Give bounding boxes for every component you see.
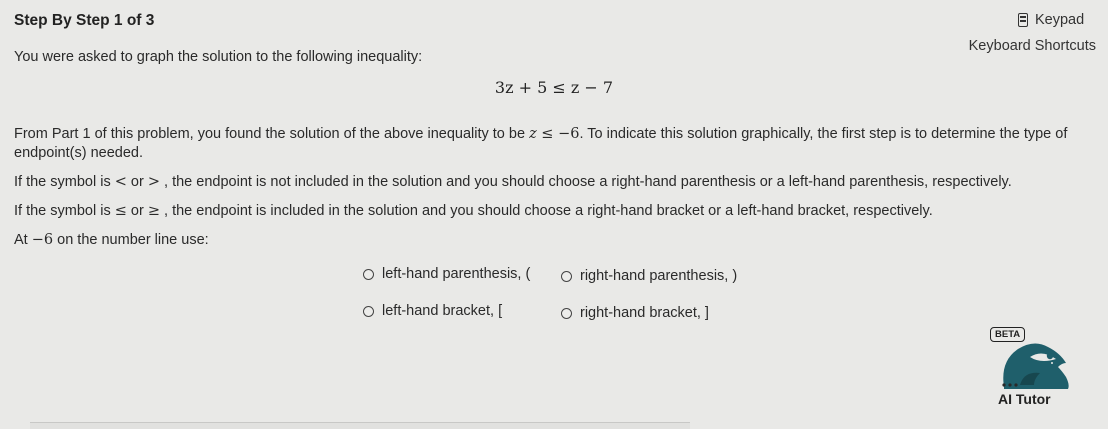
keyboard-shortcuts-link[interactable]: Keyboard Shortcuts [968, 38, 1096, 54]
rule-strict [14, 173, 1084, 192]
rule1-before: If the symbol is [14, 174, 115, 190]
radio-button[interactable] [561, 271, 572, 282]
option-label: right-hand parenthesis, ) [580, 268, 738, 284]
prompt-after: on the number line use: [53, 232, 209, 248]
option-right-parenthesis[interactable] [561, 268, 737, 284]
prompt-text [14, 231, 1084, 250]
option-right-bracket[interactable] [561, 305, 709, 321]
option-left-parenthesis[interactable] [363, 266, 530, 282]
inequality: 3z + 5 ≤ z − 7 [494, 78, 614, 97]
radio-button[interactable] [363, 269, 374, 280]
rule1-symbol-greater: > [147, 174, 160, 190]
ai-tutor-button[interactable] [990, 327, 1080, 411]
option-label: left-hand bracket, [ [382, 303, 503, 319]
rule1-or: or [126, 174, 148, 190]
radio-button[interactable] [363, 306, 374, 317]
option-label: left-hand parenthesis, ( [382, 266, 531, 282]
rule1-symbol-less: < [114, 174, 127, 190]
intro-text: You were asked to graph the solution to the following inequality: [14, 49, 423, 65]
part1-paragraph [14, 125, 1084, 163]
radio-button[interactable] [561, 308, 572, 319]
prompt-value: −6 [31, 232, 54, 248]
rule1-after: , the endpoint is not included in the solution and you should choose a right-hand parenthesis or a left-hand parenthesis, respectively. [160, 174, 1012, 190]
solution-variable: z [529, 126, 537, 142]
rule2-after: , the endpoint is included in the solution and you should choose a right-hand bracket or a left-hand bracket, respectively. [160, 203, 933, 219]
beta-badge: BETA [990, 327, 1025, 342]
rule2-symbol-le: ≤ [114, 203, 127, 219]
rule-inclusive [14, 202, 1084, 221]
prompt-before: At [14, 232, 32, 248]
rule2-before: If the symbol is [14, 203, 115, 219]
keypad-label: Keypad [1035, 12, 1085, 28]
option-left-bracket[interactable] [363, 303, 502, 319]
keypad-button[interactable] [1018, 9, 1096, 31]
rule2-or: or [126, 203, 148, 219]
ai-tutor-label: AI Tutor [998, 391, 1051, 407]
calculator-icon [1018, 13, 1028, 27]
part1-text-after: . To indicate this solution graphically, the first step is to determine the type of endpoint(s) needed. [14, 126, 1068, 161]
option-label: right-hand bracket, ] [580, 305, 709, 321]
rule2-symbol-ge: ≥ [147, 203, 160, 219]
solution-relation: ≤ −6 [536, 126, 580, 142]
step-title: Step By Step 1 of 3 [14, 12, 155, 29]
part1-text-before: From Part 1 of this problem, you found the solution of the above inequality to be [14, 126, 530, 142]
